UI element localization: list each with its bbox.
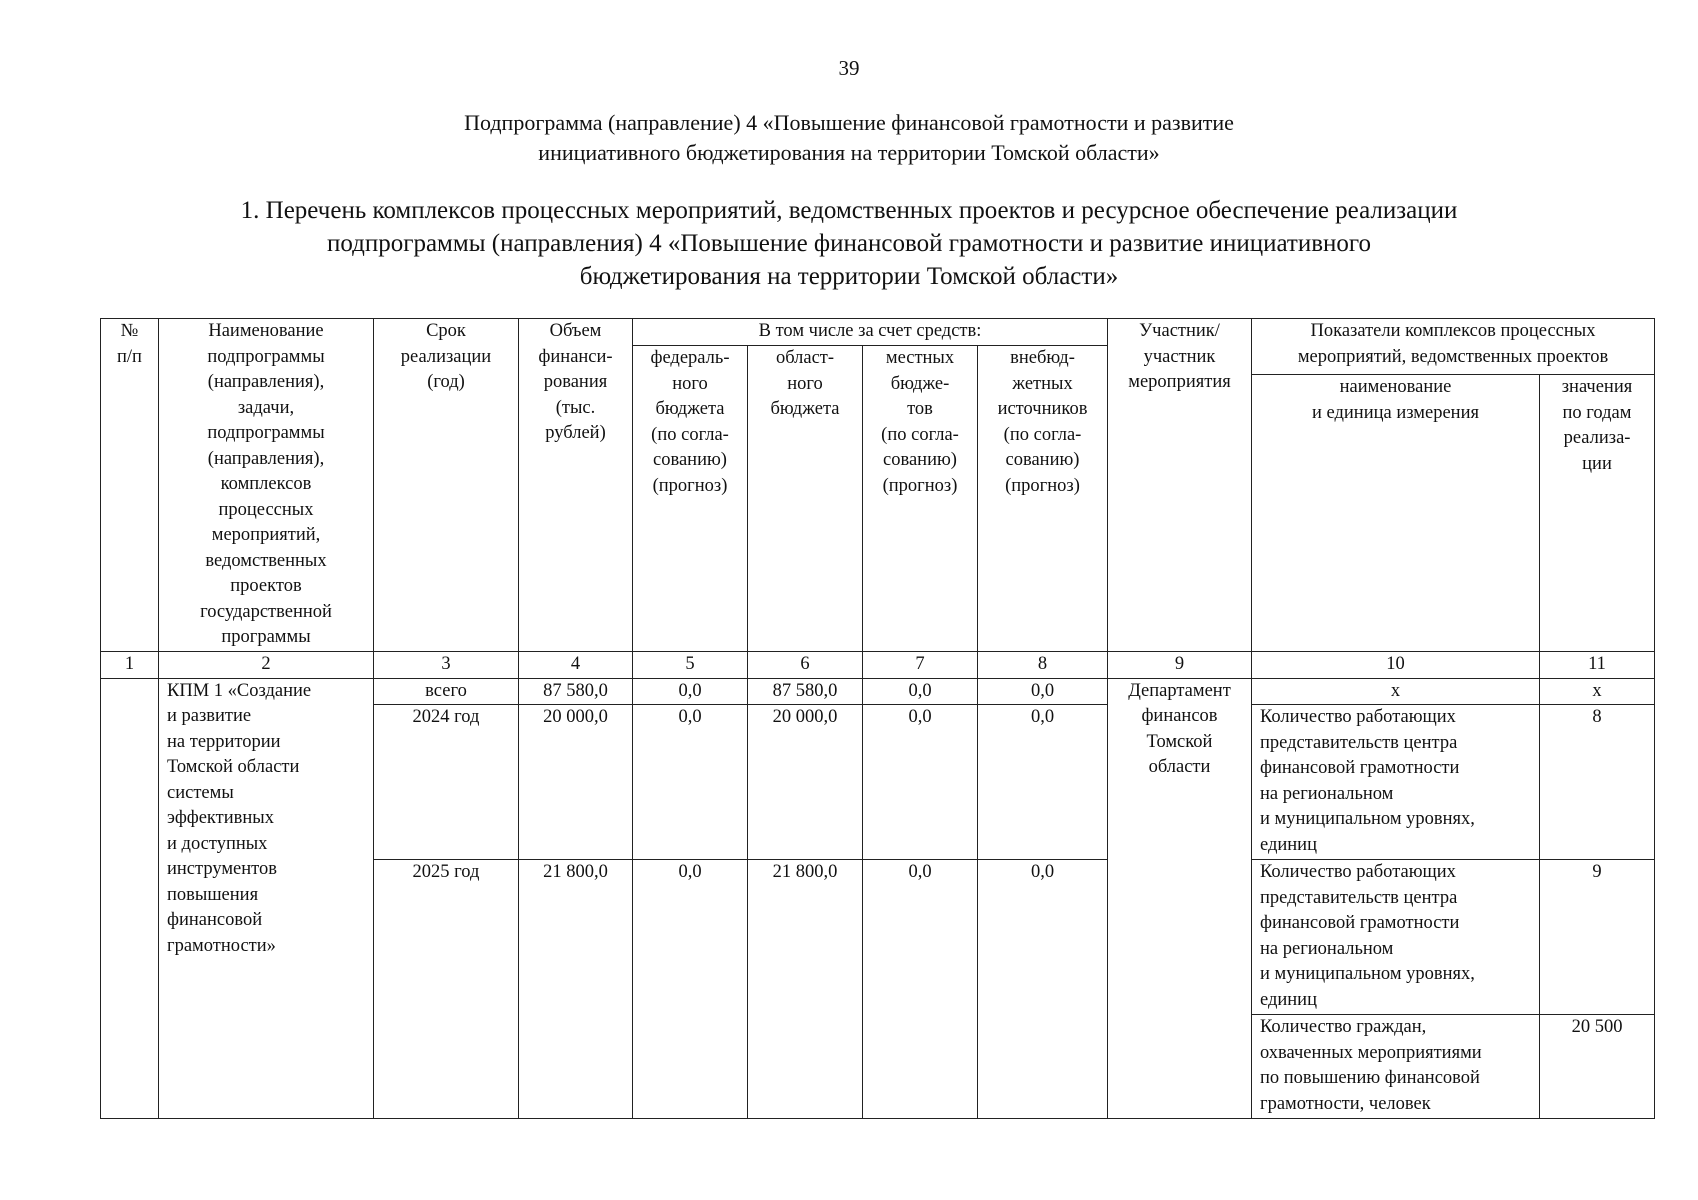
section-title-line1: 1. Перечень комплексов процессных мероприятий, ведомственных проектов и ресурсное обеспечение реализации — [240, 197, 1458, 224]
section-title-line2: подпрограммы (направления) 4 «Повышение финансовой грамотности и развитие инициативного — [326, 230, 1372, 257]
regional-2024: 20 000,0 — [748, 705, 863, 860]
subprogram-title-line2: инициативного бюджетирования на территории Томской области» — [538, 140, 1160, 165]
term-total: всего — [374, 678, 519, 705]
col-num-2: 2 — [159, 652, 374, 679]
header-indicator-values: значения по годам реализа- ции — [1540, 375, 1655, 652]
header-name: Наименование подпрограммы (направления), задачи, подпрограммы (направления), комплексов процессных мероприятий, ведомственных проектов государственной программы — [159, 319, 374, 652]
page-number: 39 — [838, 56, 860, 80]
col-num-9: 9 — [1108, 652, 1252, 679]
header-indicators: Показатели комплексов процессных мероприятий, ведомственных проектов — [1252, 319, 1655, 375]
header-volume: Объем финанси- рования (тыс. рублей) — [519, 319, 633, 652]
col-num-3: 3 — [374, 652, 519, 679]
regional-total: 87 580,0 — [748, 678, 863, 705]
extra-2024: 0,0 — [978, 705, 1108, 860]
federal-2024: 0,0 — [633, 705, 748, 860]
subprogram-title — [0, 108, 1698, 168]
extra-2025: 0,0 — [978, 860, 1108, 1119]
indicator-value-citizens: 20 500 — [1540, 1015, 1655, 1119]
col-num-10: 10 — [1252, 652, 1540, 679]
indicator-value-total: х — [1540, 678, 1655, 705]
col-num-6: 6 — [748, 652, 863, 679]
volume-2024: 20 000,0 — [519, 705, 633, 860]
subprogram-title-line1: Подпрограмма (направление) 4 «Повышение финансовой грамотности и развитие — [464, 110, 1234, 135]
indicator-name-2025: Количество работающих представительств центра финансовой грамотности на региональном и муниципальном уровнях, единиц — [1252, 860, 1540, 1015]
table-row-total — [101, 678, 1655, 705]
header-term: Срок реализации (год) — [374, 319, 519, 652]
participant: Департамент финансов Томской области — [1108, 678, 1252, 1119]
header-local: местных бюдже- тов (по согла- сованию) (прогноз) — [863, 346, 978, 652]
column-numbers-row — [101, 652, 1655, 679]
term-2025: 2025 год — [374, 860, 519, 1119]
local-2025: 0,0 — [863, 860, 978, 1119]
col-num-7: 7 — [863, 652, 978, 679]
indicator-name-citizens: Количество граждан, охваченных мероприятиями по повышению финансовой грамотности, человек — [1252, 1015, 1540, 1119]
col-num-4: 4 — [519, 652, 633, 679]
local-2024: 0,0 — [863, 705, 978, 860]
col-num-11: 11 — [1540, 652, 1655, 679]
col-num-5: 5 — [633, 652, 748, 679]
volume-2025: 21 800,0 — [519, 860, 633, 1119]
header-including: В том числе за счет средств: — [633, 319, 1108, 346]
indicator-value-2024: 8 — [1540, 705, 1655, 860]
header-num: № п/п — [101, 319, 159, 652]
volume-total: 87 580,0 — [519, 678, 633, 705]
col-num-8: 8 — [978, 652, 1108, 679]
extra-total: 0,0 — [978, 678, 1108, 705]
term-2024: 2024 год — [374, 705, 519, 860]
program-table — [100, 318, 1655, 1119]
header-regional: област- ного бюджета — [748, 346, 863, 652]
local-total: 0,0 — [863, 678, 978, 705]
section-title — [0, 194, 1698, 293]
section-title-line3: бюджетирования на территории Томской области» — [579, 263, 1119, 290]
indicator-name-2024: Количество работающих представительств центра финансовой грамотности на региональном и муниципальном уровнях, единиц — [1252, 705, 1540, 860]
federal-2025: 0,0 — [633, 860, 748, 1119]
col-num-1: 1 — [101, 652, 159, 679]
header-federal: федераль- ного бюджета (по согла- сованию) (прогноз) — [633, 346, 748, 652]
row-number-cell — [101, 678, 159, 1119]
header-indicator-name: наименование и единица измерения — [1252, 375, 1540, 652]
header-participant: Участник/ участник мероприятия — [1108, 319, 1252, 652]
regional-2025: 21 800,0 — [748, 860, 863, 1119]
kpm-name: КПМ 1 «Создание и развитие на территории Томской области системы эффективных и доступных инструментов повышения финансовой грамотности» — [159, 678, 374, 1119]
indicator-value-2025: 9 — [1540, 860, 1655, 1015]
header-extra: внебюд- жетных источников (по согла- сованию) (прогноз) — [978, 346, 1108, 652]
indicator-name-total: х — [1252, 678, 1540, 705]
federal-total: 0,0 — [633, 678, 748, 705]
